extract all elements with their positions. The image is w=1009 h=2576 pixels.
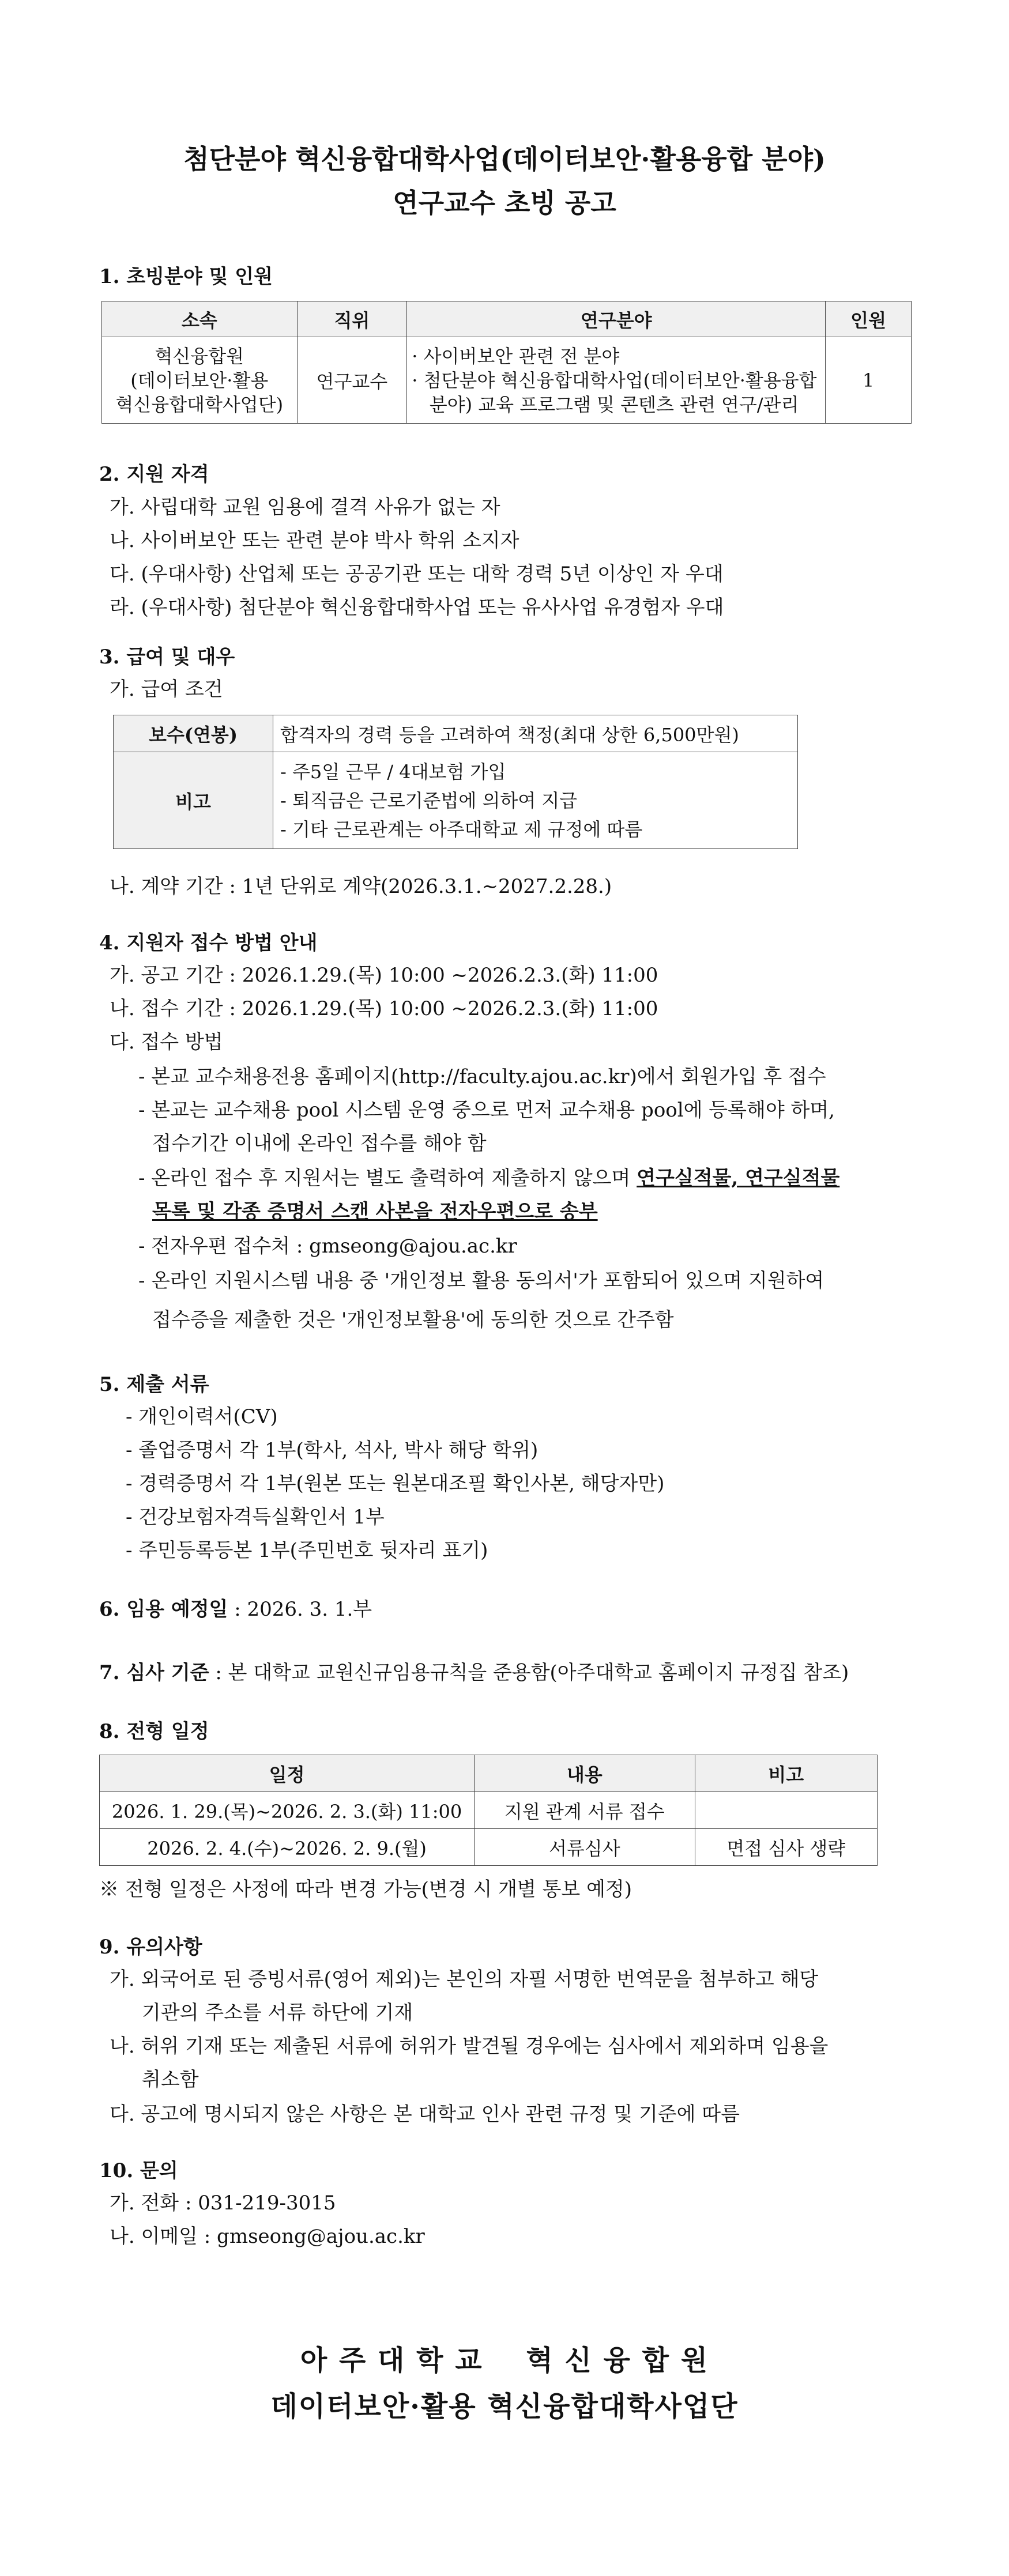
application-period: 나. 접수 기간 : 2026.1.29.(목) 10:00 ~2026.2.3.(화) 11:00 xyxy=(110,997,658,1020)
document-item: - 경력증명서 각 1부(원본 또는 원본대조필 확인사본, 해당자만) xyxy=(126,1472,665,1495)
method-item: - 본교 교수채용전용 홈페이지(http://faculty.ajou.ac.kr)에서 회원가입 후 접수 xyxy=(138,1065,826,1088)
qualification-item: 나. 사이버보안 또는 관련 분야 박사 학위 소지자 xyxy=(110,529,519,552)
qualification-item: 라. (우대사항) 첨단분야 혁신융합대학사업 또는 유사사업 유경험자 우대 xyxy=(110,596,724,619)
note-line: - 퇴직금은 근로기준법에 의하여 지급 xyxy=(280,789,578,812)
document-item: - 건강보험자격득실확인서 1부 xyxy=(126,1506,385,1529)
note-line: - 주5일 근무 / 4대보험 가입 xyxy=(280,760,506,783)
method-item-continued xyxy=(152,1195,598,1224)
document-item: - 개인이력서(CV) xyxy=(126,1405,278,1428)
method-item xyxy=(138,1162,839,1190)
caution-item: 가. 외국어로 된 증빙서류(영어 제외)는 본인의 자필 서명한 번역문을 첨부하고 해당 xyxy=(110,1968,819,1991)
table-header: 내용 xyxy=(475,1755,695,1792)
section-5-heading: 5. 제출 서류 xyxy=(99,1373,209,1396)
contact-email: 나. 이메일 : gmseong@ajou.ac.kr xyxy=(110,2225,425,2248)
salary-table xyxy=(113,715,798,849)
table-header: 연구분야 xyxy=(407,301,826,337)
method-text: - 온라인 접수 후 지원서는 별도 출력하여 제출하지 않으며 xyxy=(138,1167,637,1190)
section-6 xyxy=(99,1593,372,1621)
section-10-heading: 10. 문의 xyxy=(99,2159,178,2182)
field-line: · 첨단분야 혁신융합대학사업(데이터보안·활용융합 xyxy=(412,369,817,391)
section-9-heading: 9. 유의사항 xyxy=(99,1936,202,1959)
qualification-item: 가. 사립대학 교원 임용에 결격 사유가 없는 자 xyxy=(110,496,500,519)
field-line: · 사이버보안 관련 전 분야 xyxy=(412,345,620,367)
schedule-content: 지원 관계 서류 접수 xyxy=(475,1792,695,1829)
caution-item-continued: 기관의 주소를 서류 하단에 기재 xyxy=(142,2001,413,2024)
review-criteria: : 본 대학교 교원신규임용규칙을 준용함(아주대학교 홈페이지 규정집 참조) xyxy=(209,1661,849,1684)
method-item-continued: 접수증을 제출한 것은 '개인정보활용'에 동의한 것으로 간주함 xyxy=(152,1308,674,1332)
recruitment-table xyxy=(101,301,912,424)
caution-item: 다. 공고에 명시되지 않은 사항은 본 대학교 인사 관련 규정 및 기준에 따름 xyxy=(110,2103,740,2126)
section-8-heading: 8. 전형 일정 xyxy=(99,1720,209,1743)
contract-period: 나. 계약 기간 : 1년 단위로 계약(2026.3.1.~2027.2.28.) xyxy=(110,875,612,898)
method-item-continued: 접수기간 이내에 온라인 접수를 해야 함 xyxy=(152,1132,487,1155)
document-title: 첨단분야 혁신융합대학사업(데이터보안·활용융합 분야) xyxy=(183,144,826,175)
table-header: 직위 xyxy=(297,301,407,337)
method-item: - 본교는 교수채용 pool 시스템 운영 중으로 먼저 교수채용 pool에 등록해야 하며, xyxy=(138,1099,835,1122)
document-item: - 주민등록등본 1부(주민번호 뒷자리 표기) xyxy=(126,1539,488,1562)
caution-item: 나. 허위 기재 또는 제출된 서류에 허위가 발견될 경우에는 심사에서 제외하며 임용을 xyxy=(110,2035,829,2058)
section-2-heading: 2. 지원 자격 xyxy=(99,463,209,486)
position-cell: 연구교수 xyxy=(297,337,407,424)
schedule-note: 면접 심사 생략 xyxy=(695,1829,878,1866)
table-header: 일정 xyxy=(100,1755,475,1792)
caution-item-continued: 취소함 xyxy=(142,2068,199,2091)
emphasis-text: 목록 및 각종 증명서 스캔 사본을 전자우편으로 송부 xyxy=(152,1200,598,1223)
application-method-heading: 다. 접수 방법 xyxy=(110,1031,223,1054)
contact-phone: 가. 전화 : 031-219-3015 xyxy=(110,2192,336,2215)
emphasis-text: 연구실적물, 연구실적물 xyxy=(637,1167,840,1190)
schedule-note-text: ※ 전형 일정은 사정에 따라 변경 가능(변경 시 개별 통보 예정) xyxy=(99,1878,632,1901)
schedule-date: 2026. 2. 4.(수)~2026. 2. 9.(월) xyxy=(100,1829,475,1866)
schedule-content: 서류심사 xyxy=(475,1829,695,1866)
appointment-date: : 2026. 3. 1.부 xyxy=(228,1598,372,1621)
section-7 xyxy=(99,1657,849,1685)
section-1-heading: 1. 초빙분야 및 인원 xyxy=(99,265,273,288)
method-item: - 전자우편 접수처 : gmseong@ajou.ac.kr xyxy=(138,1235,517,1258)
affiliation-line: 혁신융합원 xyxy=(155,345,244,367)
count-cell: 1 xyxy=(826,337,912,424)
table-header: 비고 xyxy=(695,1755,878,1792)
issuer-name: 아 주 대 학 교 혁 신 융 합 원 xyxy=(300,2344,709,2377)
affiliation-line: 혁신융합대학사업단) xyxy=(115,393,284,416)
section-7-heading: 7. 심사 기준 xyxy=(99,1661,209,1684)
document-subtitle: 연구교수 초빙 공고 xyxy=(393,187,616,218)
schedule-note xyxy=(695,1792,878,1829)
table-header: 소속 xyxy=(102,301,298,337)
method-item: - 온라인 지원시스템 내용 중 '개인정보 활용 동의서'가 포함되어 있으며 지원하여 xyxy=(138,1269,824,1292)
section-4-heading: 4. 지원자 접수 방법 안내 xyxy=(99,931,318,955)
field-line: 분야) 교육 프로그램 및 콘텐츠 관련 연구/관리 xyxy=(412,393,799,416)
issuer-department: 데이터보안·활용 혁신융합대학사업단 xyxy=(270,2390,739,2423)
section-3-heading: 3. 급여 및 대우 xyxy=(99,646,235,669)
affiliation-line: (데이터보안·활용 xyxy=(130,369,269,391)
table-header: 인원 xyxy=(826,301,912,337)
affiliation-cell xyxy=(102,337,298,424)
note-line: - 기타 근로관계는 아주대학교 제 규정에 따름 xyxy=(280,818,643,840)
schedule-date: 2026. 1. 29.(목)~2026. 2. 3.(화) 11:00 xyxy=(100,1792,475,1829)
notice-period: 가. 공고 기간 : 2026.1.29.(목) 10:00 ~2026.2.3.(화) 11:00 xyxy=(110,964,658,987)
salary-subheading: 가. 급여 조건 xyxy=(110,678,223,701)
qualification-item: 다. (우대사항) 산업체 또는 공공기관 또는 대학 경력 5년 이상인 자 우대 xyxy=(110,563,724,586)
note-cell xyxy=(273,752,798,849)
section-6-heading: 6. 임용 예정일 xyxy=(99,1598,228,1621)
document-item: - 졸업증명서 각 1부(학사, 석사, 박사 해당 학위) xyxy=(126,1439,539,1462)
field-cell xyxy=(407,337,826,424)
note-label: 비고 xyxy=(114,752,273,849)
pay-label: 보수(연봉) xyxy=(114,715,273,752)
pay-value: 합격자의 경력 등을 고려하여 책정(최대 상한 6,500만원) xyxy=(273,715,798,752)
schedule-table xyxy=(99,1755,878,1866)
